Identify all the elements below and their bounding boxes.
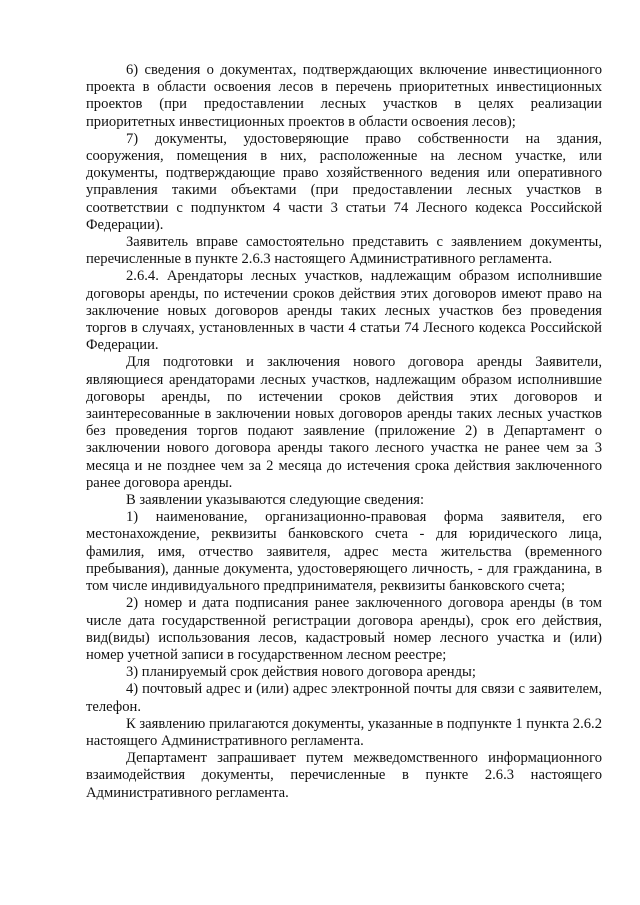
paragraph-info-1: 1) наименование, организационно-правовая форма заявителя, его местонахождение, реквизиты банковского счета - для юридического лица, фамилия, имя, отчество заявителя, адрес места жительства (временного пребывания), данные документа, удостоверяющего личность, - для гражданина, в том числе индивидуального предпринимателя, реквизиты банковского счета; bbox=[86, 509, 602, 595]
paragraph-application-info: В заявлении указываются следующие сведения: bbox=[126, 492, 425, 509]
paragraph-item-6: 6) сведения о документах, подтверждающих включение инвестиционного проекта в области освоения лесов в перечень приоритетных инвестиционных проектов (при предоставлении лесных участков в целях реализации приоритетных инвестиционных проектов в области освоения лесов); bbox=[86, 62, 602, 130]
document-page bbox=[86, 62, 602, 802]
paragraph-item-7: 7) документы, удостоверяющие право собственности на здания, сооружения, помещения в них, расположенные на лесном участке, или документы, подтверждающие право хозяйственного ведения или оперативного управления такими объектами (при предоставлении лесных участков в соответствии с подпунктом 4 части 3 статьи 74 Лесного кодекса Российской Федерации). bbox=[86, 130, 602, 233]
paragraph-applicant-right: Заявитель вправе самостоятельно представить с заявлением документы, перечисленные в пункте 2.6.3 настоящего Административного регламента. bbox=[86, 234, 602, 268]
paragraph-attachments: К заявлению прилагаются документы, указанные в подпункте 1 пункта 2.6.2 настоящего Административного регламента. bbox=[86, 715, 602, 749]
paragraph-info-2: 2) номер и дата подписания ранее заключенного договора аренды (в том числе дата государственной регистрации договора аренды), срок его действия, вид(виды) использования лесов, кадастровый номер лесного участка и (или) номер учетной записи в государственном лесном реестре; bbox=[86, 595, 602, 663]
paragraph-new-lease: Для подготовки и заключения нового договора аренды Заявители, являющиеся арендаторами лесных участков, надлежащим образом исполнившие договоры аренды, по истечении сроков действия этих договоров и заинтересованные в заключении новых договоров аренды таких лесных участков без проведения торгов подают заявление (приложение 2) в Департамент о заключении нового договора аренды такого лесного участка не ранее чем за 3 месяца и не позднее чем за 2 месяца до истечения срока действия заключенного ранее договора аренды. bbox=[86, 354, 602, 491]
paragraph-info-4: 4) почтовый адрес и (или) адрес электронной почты для связи с заявителем, телефон. bbox=[86, 681, 602, 715]
paragraph-2-6-4: 2.6.4. Арендаторы лесных участков, надлежащим образом исполнившие договоры аренды, по истечении сроков действия этих договоров имеют право на заключение новых договоров аренды таких лесных участков без проведения торгов в случаях, установленных в части 4 статьи 74 Лесного кодекса Российской Федерации. bbox=[86, 268, 602, 354]
paragraph-department-request: Департамент запрашивает путем межведомственного информационного взаимодействия документы, перечисленные в пункте 2.6.3 настоящего Административного регламента. bbox=[86, 750, 602, 801]
paragraph-info-3: 3) планируемый срок действия нового договора аренды; bbox=[126, 664, 476, 681]
